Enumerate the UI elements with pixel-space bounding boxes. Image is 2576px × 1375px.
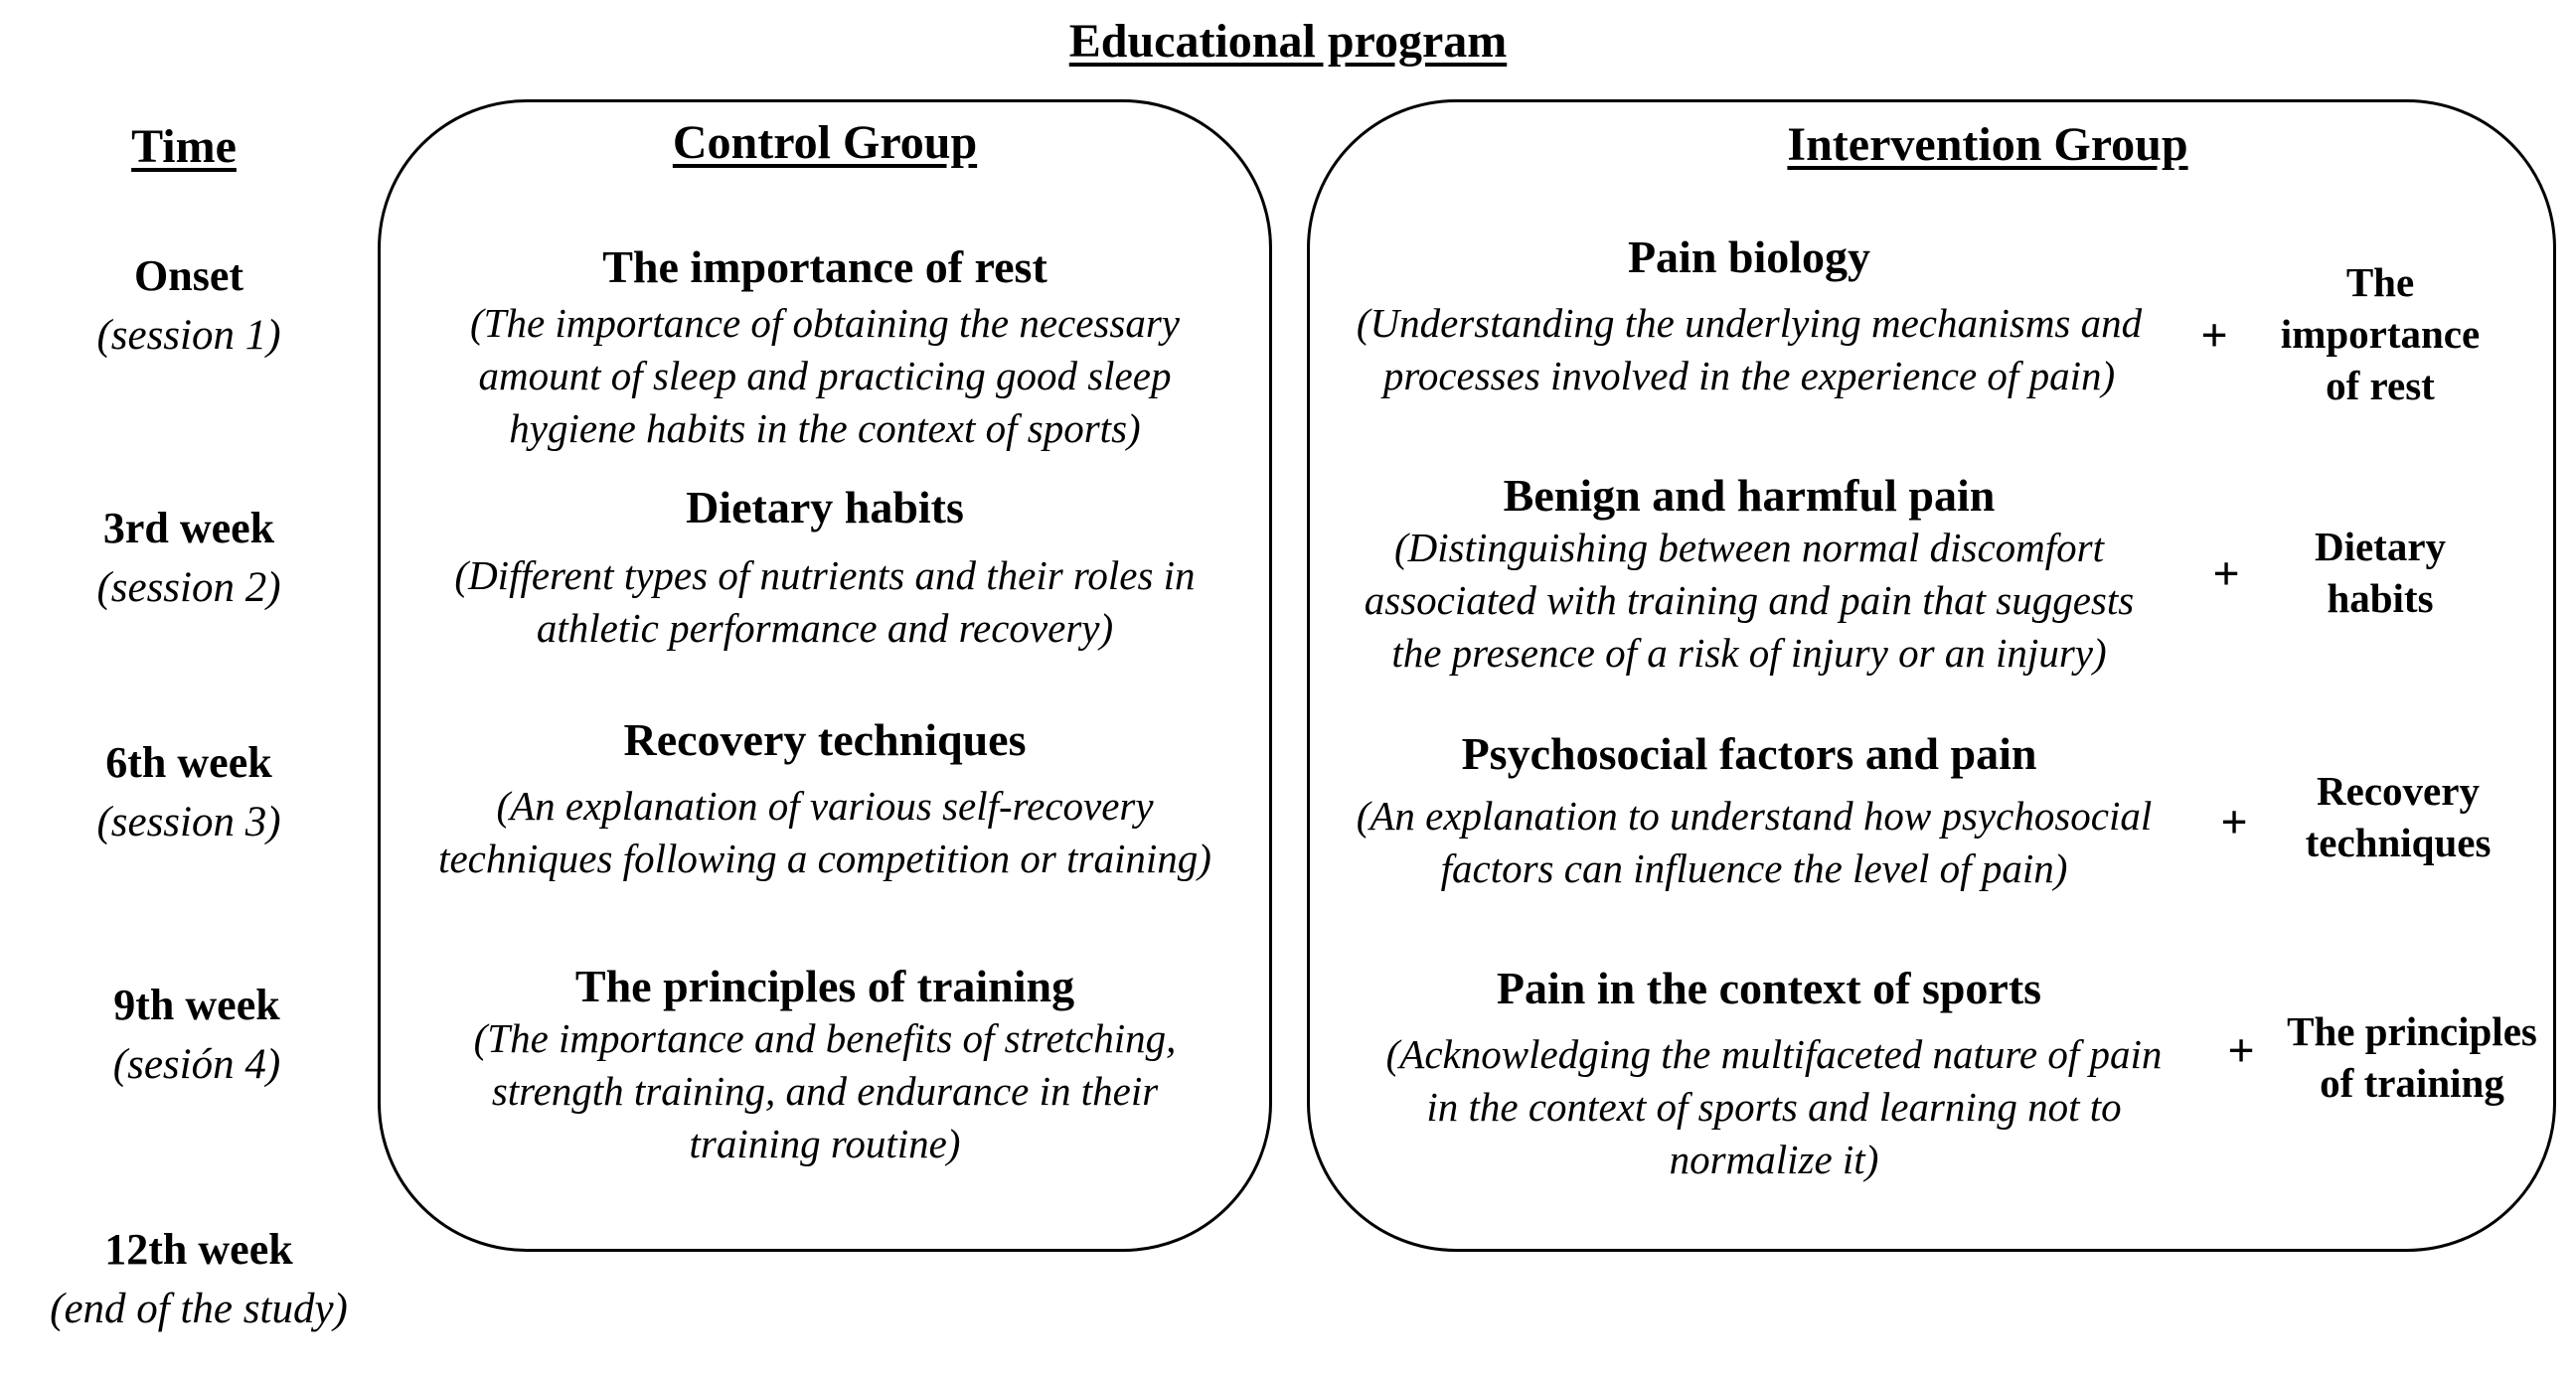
topic-description: (Understanding the underlying mechanisms and processes involved in the experience of pain) [1356, 300, 2143, 398]
topic-description: (The importance of obtaining the necessary amount of sleep and practicing good sleep hygiene habits in the context of sports) [470, 300, 1180, 451]
topic-title: Recovery techniques [623, 714, 1027, 765]
timepoint-session: (session 3) [96, 799, 281, 845]
combined-topic-ref: Dietary habits [2314, 524, 2447, 621]
topic-title: Psychosocial factors and pain [1461, 728, 2037, 779]
diagram-title: Educational program [1068, 15, 1508, 68]
intervention-topic-3 [1302, 727, 2206, 895]
control-group-heading: Control Group [672, 116, 978, 169]
control-topic-4 [398, 960, 1252, 1170]
topic-description: (Different types of nutrients and their roles in athletic performance and recovery) [454, 552, 1196, 651]
topic-title: Dietary habits [686, 482, 964, 533]
topic-title: Pain in the context of sports [1496, 963, 2042, 1013]
topic-title: Benign and harmful pain [1503, 470, 1996, 521]
plus-sign: + [2200, 309, 2228, 362]
combined-topic-ref: Recovery techniques [2305, 768, 2492, 865]
timepoint-session: (end of the study) [50, 1286, 348, 1332]
plus-sign: + [2220, 796, 2248, 848]
timepoint-label: 6th week [105, 738, 272, 787]
topic-description: (Distinguishing between normal discomfort associated with training and pain that suggests the presence of a risk of injury or an injury) [1364, 525, 2135, 676]
topic-title: The importance of rest [602, 241, 1047, 292]
timepoint-label: Onset [134, 251, 243, 300]
timepoint-session: (session 2) [96, 564, 281, 611]
intervention-topic-2 [1302, 469, 2196, 680]
topic-description: (Acknowledging the multifaceted nature of pain in the context of sports and learning not to normalize it) [1385, 1031, 2163, 1182]
topic-title: Pain biology [1627, 231, 1871, 282]
combined-topic-ref: The importance of rest [2280, 259, 2481, 408]
timepoint-label: 12th week [104, 1225, 293, 1274]
intervention-topic-4 [1322, 962, 2226, 1186]
intervention-group-heading: Intervention Group [1787, 118, 2188, 171]
timepoint-onset [10, 246, 368, 366]
plus-sign: + [2212, 547, 2240, 600]
control-topic-3 [398, 713, 1252, 885]
topic-description: (An explanation of various self-recovery techniques following a competition or training) [438, 783, 1211, 881]
control-topic-2 [398, 481, 1252, 655]
plus-sign: + [2227, 1024, 2255, 1077]
timepoint-label: 9th week [113, 981, 280, 1029]
timepoint-session: (session 1) [96, 312, 281, 359]
control-topic-1 [398, 240, 1252, 455]
timepoint-label: 3rd week [102, 504, 275, 552]
timepoint-week12 [20, 1220, 378, 1339]
combined-topic-ref: The principles of training [2287, 1008, 2537, 1106]
timepoint-week3 [10, 499, 368, 618]
topic-title: The principles of training [574, 961, 1075, 1011]
time-heading: Time [131, 120, 237, 173]
timepoint-session: (sesión 4) [112, 1041, 281, 1088]
topic-description: (The importance and benefits of stretching, strength training, and endurance in their training routine) [473, 1015, 1177, 1166]
topic-description: (An explanation to understand how psychosocial factors can influence the level of pain) [1356, 793, 2153, 891]
timepoint-week6 [10, 733, 368, 852]
intervention-topic-1 [1302, 230, 2196, 402]
timepoint-week9 [18, 976, 376, 1095]
